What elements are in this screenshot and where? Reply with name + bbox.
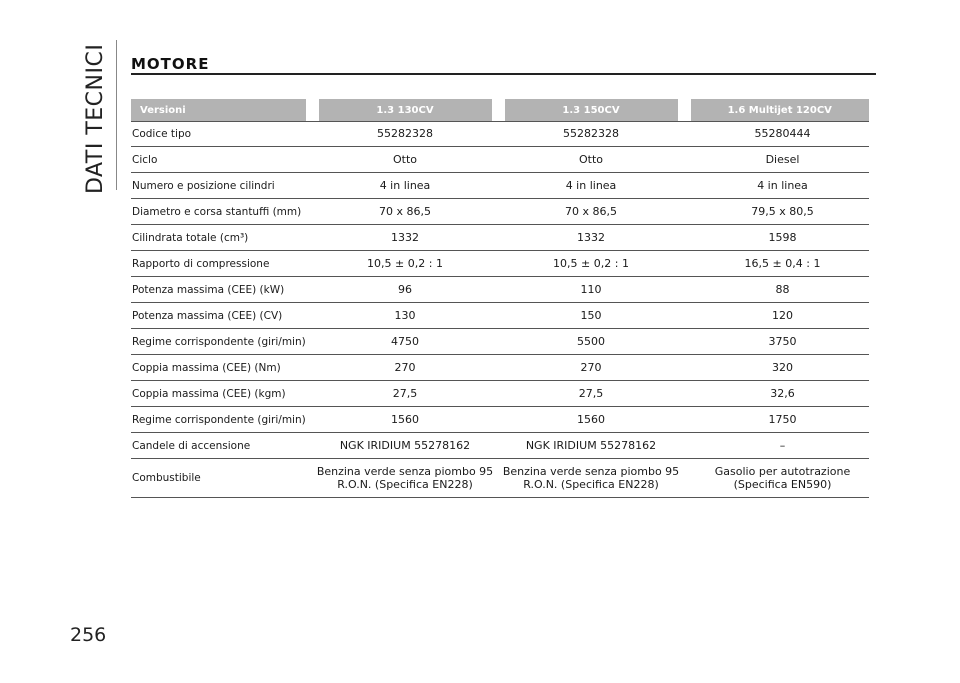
column-header-versions: Versioni (131, 99, 312, 121)
spec-value: Benzina verde senza piombo 95 R.O.N. (Specifica EN228) (498, 459, 684, 498)
column-header-version: 1.3 130CV (312, 99, 498, 121)
spec-value: 1332 (312, 225, 498, 251)
row-label: Coppia massima (CEE) (kgm) (131, 381, 312, 407)
row-label: Diametro e corsa stantuffi (mm) (131, 199, 312, 225)
spec-value: 27,5 (498, 381, 684, 407)
spec-value: 55282328 (498, 121, 684, 147)
row-label: Candele di accensione (131, 433, 312, 459)
spec-value: 270 (498, 355, 684, 381)
row-label: Potenza massima (CEE) (CV) (131, 303, 312, 329)
spec-value: Otto (312, 147, 498, 173)
spec-value: Benzina verde senza piombo 95 R.O.N. (Specifica EN228) (312, 459, 498, 498)
spec-value: Otto (498, 147, 684, 173)
row-label: Regime corrispondente (giri/min) (131, 329, 312, 355)
table-row (131, 251, 869, 277)
spec-value: 120 (684, 303, 869, 329)
spec-value: 1560 (498, 407, 684, 433)
engine-spec-table (131, 99, 869, 498)
page-number: 256 (70, 624, 107, 646)
table-row (131, 459, 869, 498)
spec-value: 16,5 ± 0,4 : 1 (684, 251, 869, 277)
table-row (131, 277, 869, 303)
row-label: Coppia massima (CEE) (Nm) (131, 355, 312, 381)
table-row (131, 303, 869, 329)
spec-value: 130 (312, 303, 498, 329)
spec-value: 150 (498, 303, 684, 329)
spec-value: 110 (498, 277, 684, 303)
spec-value: 55280444 (684, 121, 869, 147)
spec-value: 88 (684, 277, 869, 303)
table-row (131, 147, 869, 173)
row-label: Numero e posizione cilindri (131, 173, 312, 199)
spec-value: 70 x 86,5 (498, 199, 684, 225)
spec-value: 3750 (684, 329, 869, 355)
table-row (131, 199, 869, 225)
spec-value: – (684, 433, 869, 459)
row-label: Ciclo (131, 147, 312, 173)
section-title-divider (131, 73, 876, 75)
spec-value: 1332 (498, 225, 684, 251)
row-label: Combustibile (131, 459, 312, 498)
table-row (131, 381, 869, 407)
table-row (131, 407, 869, 433)
row-label: Regime corrispondente (giri/min) (131, 407, 312, 433)
table-row (131, 225, 869, 251)
table-row (131, 173, 869, 199)
section-title: MOTORE (131, 55, 210, 73)
table-body (131, 121, 869, 498)
row-label: Rapporto di compressione (131, 251, 312, 277)
spec-value: 320 (684, 355, 869, 381)
spec-value: 1560 (312, 407, 498, 433)
spec-value: 1598 (684, 225, 869, 251)
spec-value: 270 (312, 355, 498, 381)
spec-value: 79,5 x 80,5 (684, 199, 869, 225)
spec-value: Gasolio per autotrazione (Specifica EN590) (684, 459, 869, 498)
spec-value: 4 in linea (498, 173, 684, 199)
spec-value: 10,5 ± 0,2 : 1 (312, 251, 498, 277)
side-section-title-text: DATI TECNICI (83, 43, 108, 194)
spec-value: 70 x 86,5 (312, 199, 498, 225)
spec-value: NGK IRIDIUM 55278162 (312, 433, 498, 459)
spec-value: 4750 (312, 329, 498, 355)
spec-value: 4 in linea (312, 173, 498, 199)
table-header-divider (131, 121, 869, 122)
spec-value: 10,5 ± 0,2 : 1 (498, 251, 684, 277)
column-header-version: 1.6 Multijet 120CV (684, 99, 869, 121)
spec-value: 96 (312, 277, 498, 303)
spec-value: 1750 (684, 407, 869, 433)
side-divider (116, 40, 117, 190)
table-row (131, 121, 869, 147)
table-row (131, 355, 869, 381)
column-header-version: 1.3 150CV (498, 99, 684, 121)
side-section-title (66, 44, 126, 194)
spec-value: Diesel (684, 147, 869, 173)
spec-value: 55282328 (312, 121, 498, 147)
table-row (131, 433, 869, 459)
spec-value: NGK IRIDIUM 55278162 (498, 433, 684, 459)
spec-value: 27,5 (312, 381, 498, 407)
row-label: Potenza massima (CEE) (kW) (131, 277, 312, 303)
spec-value: 32,6 (684, 381, 869, 407)
row-label: Codice tipo (131, 121, 312, 147)
row-label: Cilindrata totale (cm³) (131, 225, 312, 251)
table-row (131, 329, 869, 355)
spec-value: 4 in linea (684, 173, 869, 199)
table-header-row (131, 99, 869, 121)
spec-value: 5500 (498, 329, 684, 355)
